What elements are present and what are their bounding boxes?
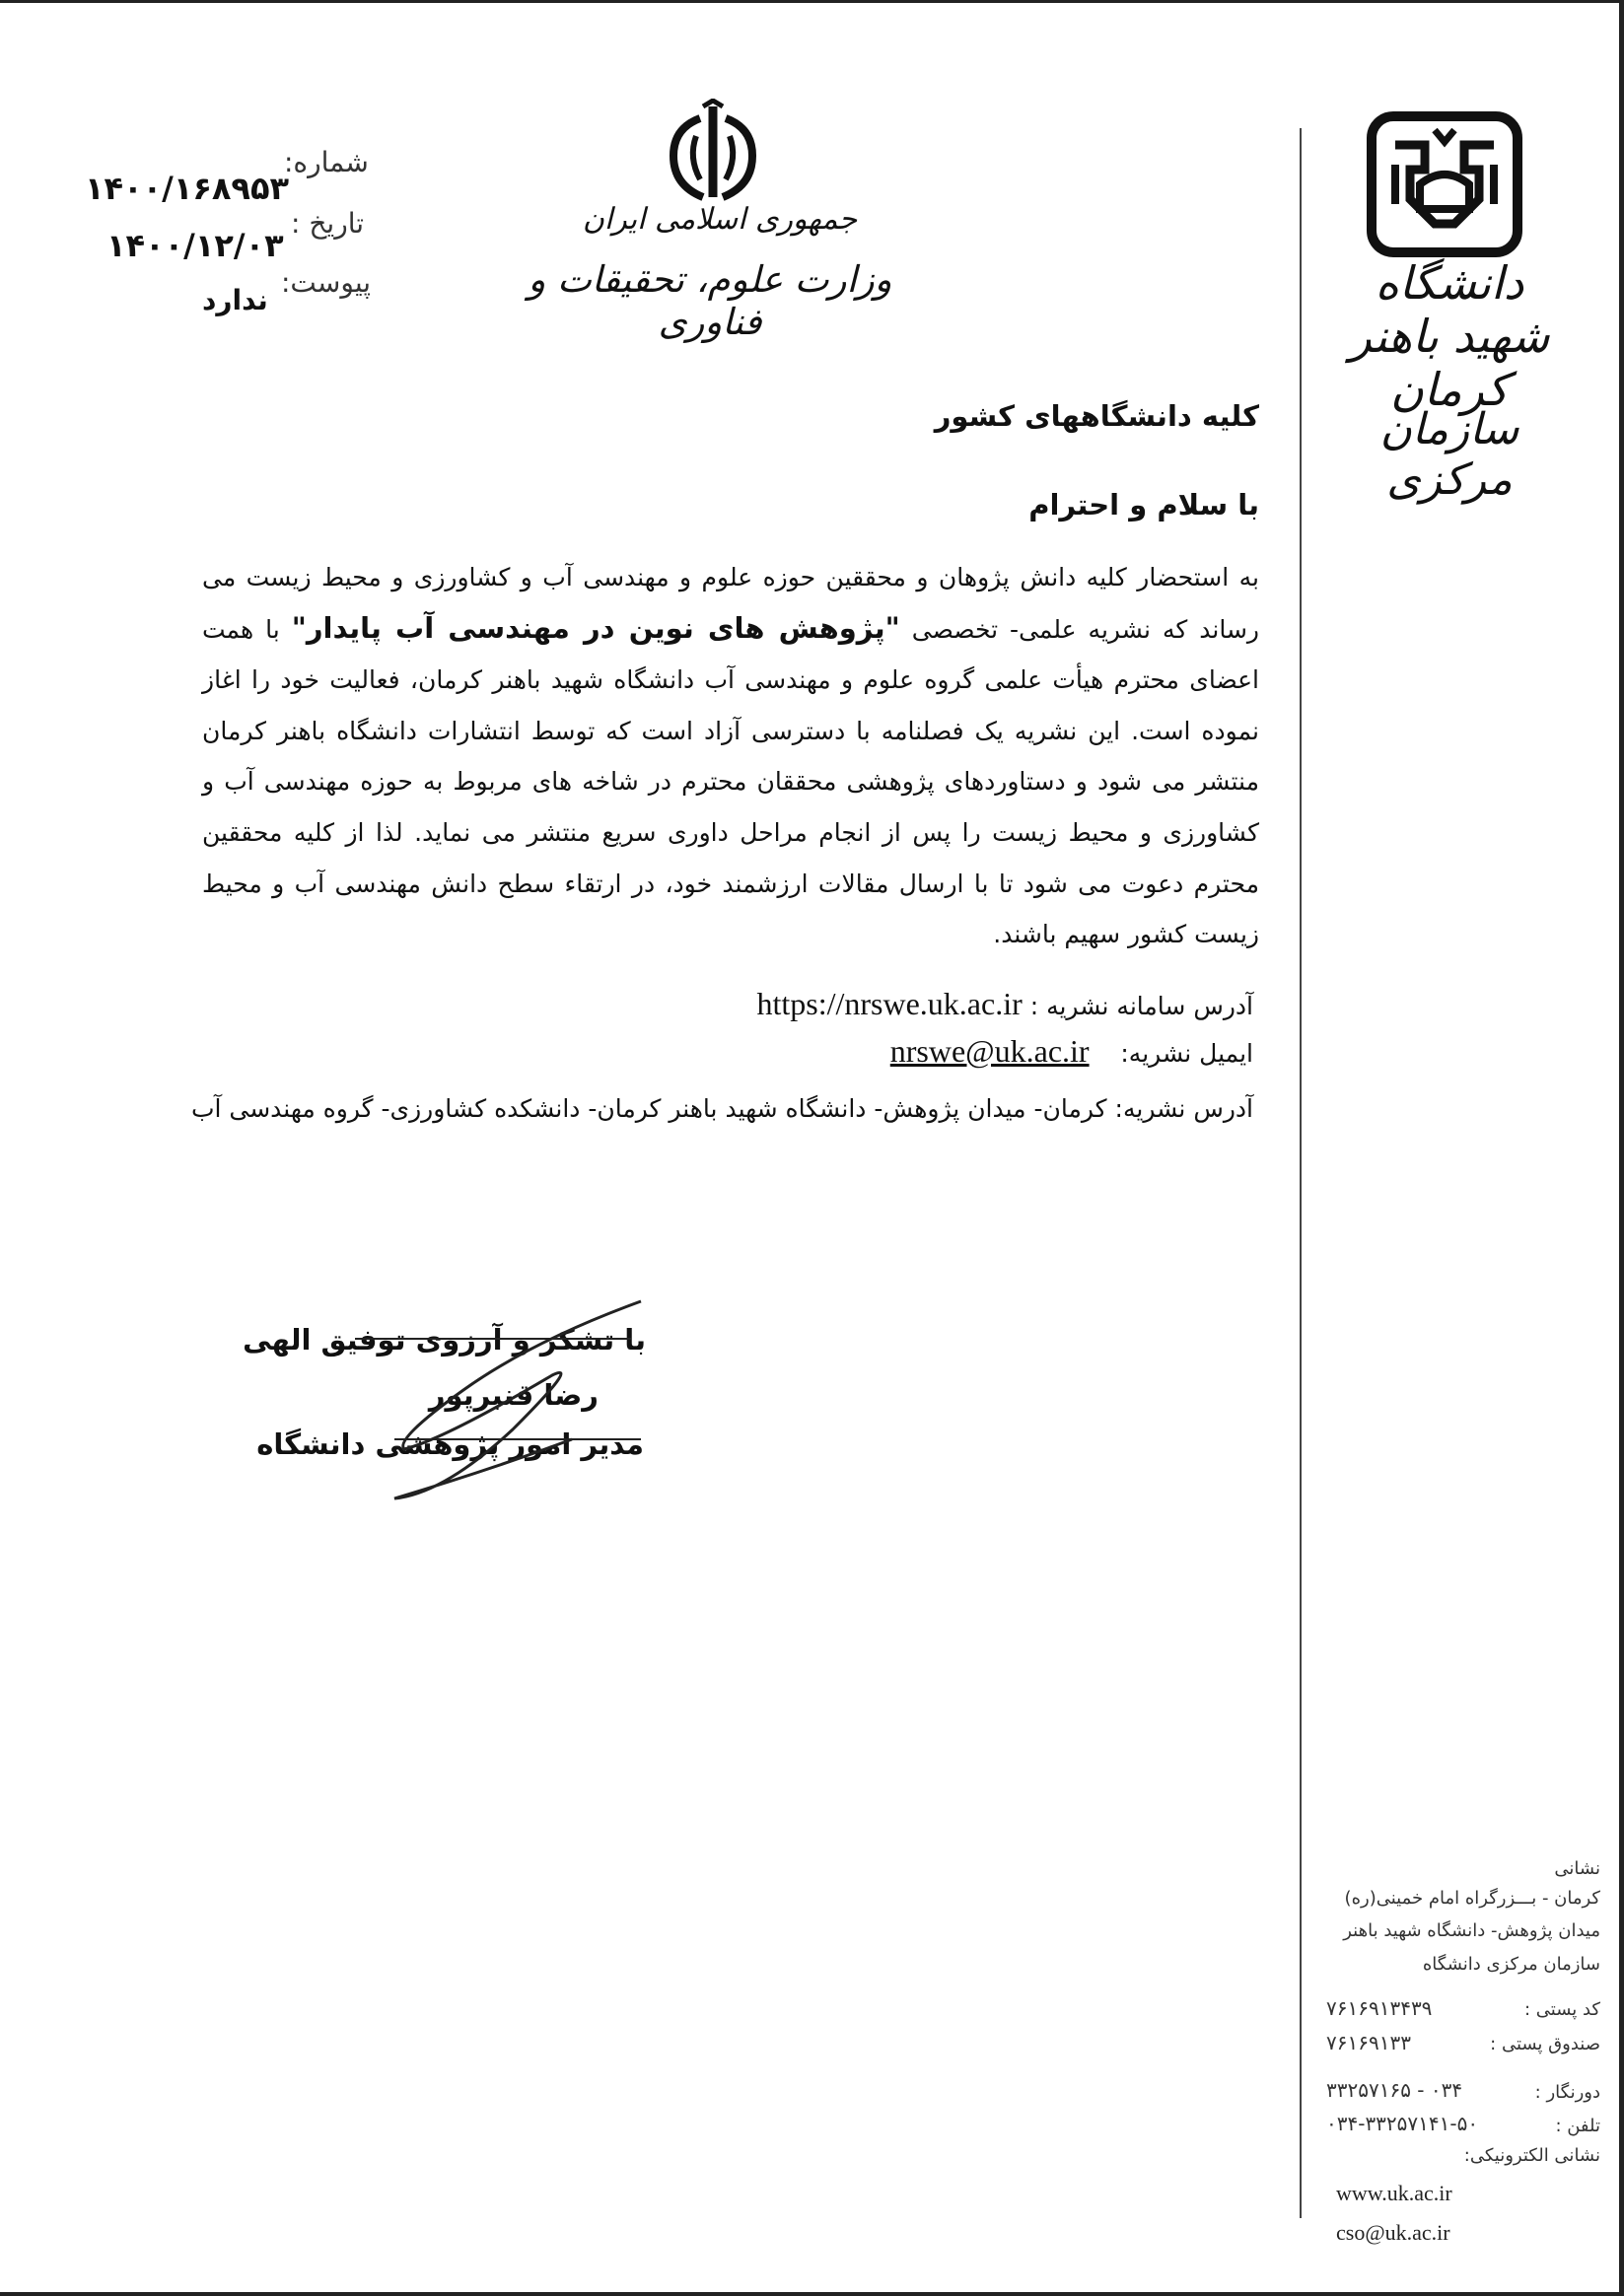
page-border-right (1619, 0, 1624, 2296)
postal-code-value: ۷۶۱۶۹۱۳۴۳۹ (1326, 1996, 1433, 2020)
portal-label: آدرس سامانه نشریه : (1029, 992, 1253, 1020)
po-box-label: صندوق پستی : (1490, 2034, 1600, 2054)
date-value: ۱۴۰۰/۱۲/۰۳ (106, 227, 284, 264)
journal-title: "پژوهش های نوین در مهندسی آب پایدار" (291, 610, 900, 645)
footer-address-line-1: کرمان - بـــزرگراه امام خمینی(ره) (1344, 1888, 1600, 1909)
footer-address-line-2: میدان پژوهش- دانشگاه شهید باهنر (1343, 1920, 1600, 1941)
ministry-line-2: وزارت علوم، تحقیقات و فناوری (528, 258, 892, 343)
page-border-top (0, 0, 1624, 3)
page-border-bottom (0, 2292, 1624, 2296)
iran-emblem-icon (659, 99, 767, 207)
closing-wishes: با تشکر و آرزوی توفیق الهی (243, 1323, 646, 1357)
body-part-2: با همت اعضای محترم هیأت علمی گروه علوم و مهندسی آب دانشگاه شهید باهنر کرمان، فعالیت خود را اغاز نموده است. این نشریه یک فصلنامه با دسترسی آزاد است که توسط انتشارات دانشگاه باهنر کرمان منتشر می شود و دستاوردهای پژوهشی محققان محترم در شاخه های مربوط به حوزه مهندسی آب و کشاورزی و محیط زیست را پس از انجام مراحل داوری سریع منتشر می نماید. لذا از کلیه محققین محترم دعوت می شود تا با ارسال مقالات ارزشمند خود، در ارتقاء سطح دانش مهندسی آب و محیط زیست کشور سهیم باشند. (202, 614, 1259, 949)
po-box-value: ۷۶۱۶۹۱۳۳ (1326, 2031, 1411, 2054)
email-heading: نشانی الکترونیکی: (1463, 2145, 1600, 2166)
ministry-line-1: جمهوری اسلامی ایران (582, 202, 858, 237)
greeting: با سلام و احترام (1028, 488, 1259, 522)
journal-email-link[interactable]: nrswe@uk.ac.ir (889, 1033, 1090, 1069)
recipient: کلیه دانشگاههای کشور (934, 399, 1259, 433)
handwritten-signature (335, 1282, 661, 1508)
footer-address-line-3: سازمان مرکزی دانشگاه (1422, 1954, 1600, 1975)
postal-code-label: کد پستی : (1523, 1999, 1600, 2020)
email-label: ایمیل نشریه: (1120, 1039, 1253, 1068)
date-label: تاریخ : (291, 207, 365, 240)
footer-address-heading: نشانی (1554, 1858, 1600, 1879)
signer-title: مدیر امور پژوهشی دانشگاه (256, 1427, 644, 1461)
university-name: دانشگاه شهید باهنر کرمان (1349, 256, 1550, 416)
phone-value: ۰۳۴-۳۳۲۵۷۱۴۱-۵۰ (1326, 2112, 1479, 2135)
column-divider (1300, 128, 1302, 2218)
attachment-label: پیوست: (281, 266, 372, 299)
attachment-value: ندارد (202, 284, 268, 316)
letter-body (202, 552, 1259, 960)
signer-name: رضا قنبرپور (428, 1378, 599, 1412)
number-label: شماره: (284, 146, 369, 178)
fax-value: ۰۳۴ - ۳۳۲۵۷۱۶۵ (1326, 2078, 1463, 2102)
portal-url-link[interactable]: https://nrswe.uk.ac.ir (756, 986, 1023, 1021)
email-line (890, 1033, 1253, 1070)
organization-name: سازمان مرکزی (1379, 404, 1519, 505)
postal-address: آدرس نشریه: کرمان- میدان پژوهش- دانشگاه شهید باهنر کرمان- دانشکده کشاورزی- گروه مهندسی آب (190, 1094, 1253, 1123)
fax-label: دورنگار : (1534, 2082, 1600, 2103)
body-part-1: به استحضار کلیه دانش پژوهان و محققین حوزه علوم و مهندسی آب و کشاورزی و محیط زیست می رساند که نشریه علمی- تخصصی (202, 563, 1259, 644)
phone-label: تلفن : (1555, 2116, 1600, 2136)
contact-email-link[interactable]: cso@uk.ac.ir (1336, 2220, 1450, 2245)
number-value: ۱۴۰۰/۱۶۸۹۵۳ (85, 170, 289, 207)
portal-line (756, 986, 1253, 1022)
website-link[interactable]: www.uk.ac.ir (1336, 2181, 1452, 2205)
university-logo-icon (1366, 110, 1523, 258)
